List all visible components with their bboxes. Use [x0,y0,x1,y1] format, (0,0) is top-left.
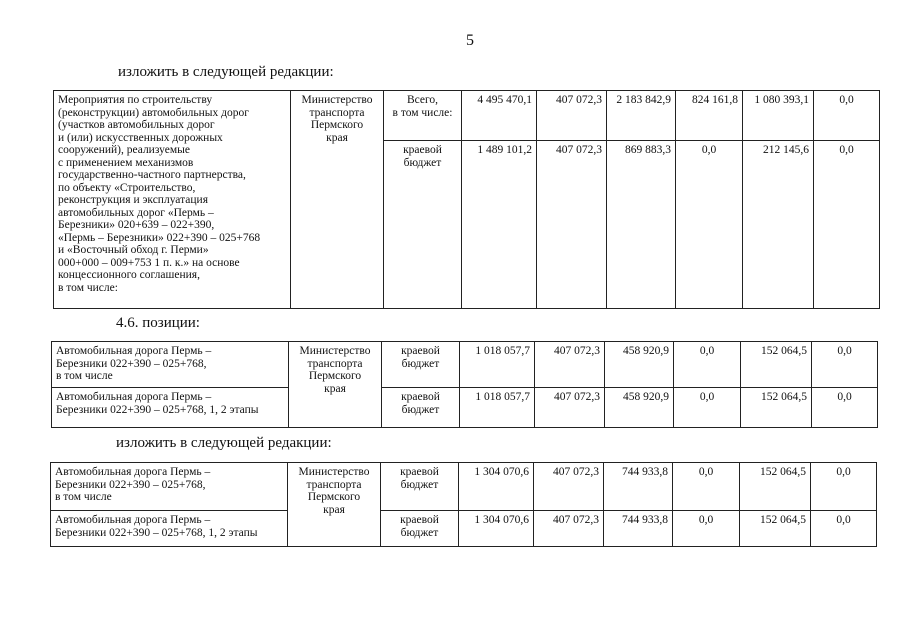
value-year-4: 152 064,5 [740,511,811,547]
value-year-5: 0,0 [812,388,878,428]
table-event-new-edition [53,90,880,309]
position-description: Автомобильная дорога Пермь – Березники 022+390 – 025+768, 1, 2 этапы [52,388,289,428]
position-description: Автомобильная дорога Пермь – Березники 022+390 – 025+768, в том числе [52,342,289,388]
table-positions-old [51,341,878,428]
value-year-4: 212 145,6 [743,141,814,309]
value-year-2: 458 920,9 [605,342,674,388]
value-total: 1 304 070,6 [459,463,534,511]
value-year-3: 0,0 [676,141,743,309]
value-year-5: 0,0 [811,463,877,511]
value-year-5: 0,0 [814,141,880,309]
source-cell: краевой бюджет [381,463,459,511]
value-year-3: 0,0 [673,511,740,547]
value-year-1: 407 072,3 [534,511,604,547]
value-year-4: 1 080 393,1 [743,91,814,141]
value-year-3: 0,0 [674,388,741,428]
value-total: 1 018 057,7 [460,342,535,388]
value-year-1: 407 072,3 [534,463,604,511]
ministry-cell: Министерство транспорта Пермского края [288,463,381,547]
value-total: 1 018 057,7 [460,388,535,428]
value-year-5: 0,0 [812,342,878,388]
value-year-4: 152 064,5 [741,388,812,428]
position-description: Автомобильная дорога Пермь – Березники 022+390 – 025+768, в том числе [51,463,288,511]
value-year-3: 0,0 [673,463,740,511]
heading-new-edition-2: изложить в следующей редакции: [116,435,332,451]
value-total: 1 489 101,2 [462,141,537,309]
value-year-2: 458 920,9 [605,388,674,428]
page-number: 5 [466,32,474,49]
ministry-cell: Министерство транспорта Пермского края [291,91,384,309]
source-cell: краевой бюджет [382,388,460,428]
value-year-5: 0,0 [814,91,880,141]
source-cell: краевой бюджет [382,342,460,388]
value-year-5: 0,0 [811,511,877,547]
value-year-3: 0,0 [674,342,741,388]
heading-positions: 4.6. позиции: [116,315,200,331]
value-year-1: 407 072,3 [537,141,607,309]
value-year-2: 2 183 842,9 [607,91,676,141]
source-cell: краевой бюджет [381,511,459,547]
event-description: Мероприятия по строительству (реконструкции) автомобильных дорог (участков автомобильных дорог и (или) искусственных дорожных сооружений), реализуемые с применением механизмов государственно-частного партнерства, по объекту «Строительство, реконструкция и эксплуатация автомобильных дорог «Пермь – Березники» 020+639 – 022+390, «Пермь – Березники» 022+390 – 025+768 и «Восточный обход г. Перми» 000+000 – 009+753 1 п. к.» на основе концессионного соглашения, в том числе: [54,91,291,309]
table-row [51,511,877,547]
position-description: Автомобильная дорога Пермь – Березники 022+390 – 025+768, 1, 2 этапы [51,511,288,547]
value-total: 4 495 470,1 [462,91,537,141]
table-row [52,388,878,428]
value-year-2: 869 883,3 [607,141,676,309]
value-year-4: 152 064,5 [741,342,812,388]
table-positions-new [50,462,877,547]
table-row [51,463,877,511]
value-year-1: 407 072,3 [535,342,605,388]
value-year-2: 744 933,8 [604,511,673,547]
value-year-1: 407 072,3 [535,388,605,428]
table-row [54,91,880,141]
heading-new-edition-1: изложить в следующей редакции: [118,64,334,80]
value-year-1: 407 072,3 [537,91,607,141]
table-row [52,342,878,388]
ministry-cell: Министерство транспорта Пермского края [289,342,382,428]
source-cell: Всего, в том числе: [384,91,462,141]
value-year-4: 152 064,5 [740,463,811,511]
value-total: 1 304 070,6 [459,511,534,547]
source-cell: краевой бюджет [384,141,462,309]
value-year-3: 824 161,8 [676,91,743,141]
value-year-2: 744 933,8 [604,463,673,511]
